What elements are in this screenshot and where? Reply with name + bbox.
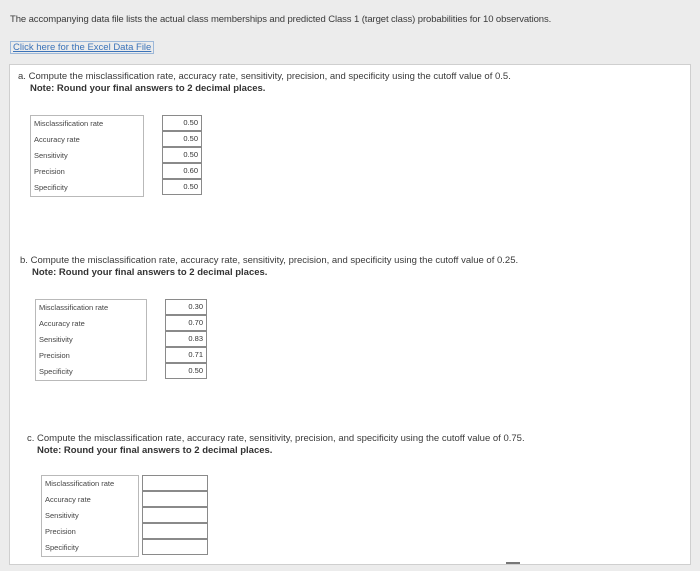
row-label: Precision	[39, 351, 70, 360]
part-c-note: Note: Round your final answers to 2 decimal places.	[37, 445, 273, 456]
row-label: Misclassification rate	[34, 119, 104, 128]
part-a-note: Note: Round your final answers to 2 decimal places.	[30, 83, 266, 94]
answer-input[interactable]: 0.83	[165, 331, 207, 347]
answer-input[interactable]: 0.50	[162, 147, 202, 163]
row-label: Sensitivity	[39, 335, 73, 344]
row-label: Precision	[34, 167, 65, 176]
answer-input[interactable]: 0.50	[165, 363, 207, 379]
part-a-label: a.	[18, 71, 26, 82]
part-b-question	[20, 255, 518, 278]
answer-input[interactable]	[142, 475, 208, 491]
intro-text: The accompanying data file lists the actual class memberships and predicted Class 1 (target class) probabilities for 10 observations.	[10, 14, 552, 25]
part-b-note: Note: Round your final answers to 2 decimal places.	[32, 267, 268, 278]
part-a-question	[18, 71, 511, 94]
row-label: Accuracy rate	[34, 135, 80, 144]
row-label: Misclassification rate	[39, 303, 109, 312]
answer-input[interactable]: 0.50	[162, 131, 202, 147]
row-label: Specificity	[39, 367, 73, 376]
answer-input[interactable]	[142, 523, 208, 539]
row-label: Specificity	[45, 543, 79, 552]
answer-input[interactable]	[142, 507, 208, 523]
row-label: Accuracy rate	[45, 495, 91, 504]
answer-input[interactable]: 0.50	[162, 179, 202, 195]
row-label: Precision	[45, 527, 76, 536]
part-a-text: Compute the misclassification rate, accuracy rate, sensitivity, precision, and specificity using the cutoff value of 0.5.	[28, 71, 511, 82]
page-edge-mark	[506, 562, 520, 564]
answer-input[interactable]: 0.60	[162, 163, 202, 179]
part-c-text: Compute the misclassification rate, accuracy rate, sensitivity, precision, and specificity using the cutoff value of 0.75.	[37, 433, 525, 444]
answer-input[interactable]: 0.50	[162, 115, 202, 131]
answer-input[interactable]	[142, 539, 208, 555]
part-b-label: b.	[20, 255, 28, 266]
answer-input[interactable]: 0.71	[165, 347, 207, 363]
row-label: Misclassification rate	[45, 479, 115, 488]
part-b-text: Compute the misclassification rate, accuracy rate, sensitivity, precision, and specificity using the cutoff value of 0.25.	[30, 255, 519, 266]
part-c-question	[27, 433, 525, 456]
row-label: Sensitivity	[45, 511, 79, 520]
row-label: Accuracy rate	[39, 319, 85, 328]
row-label: Specificity	[34, 183, 68, 192]
answer-input[interactable]: 0.30	[165, 299, 207, 315]
row-label: Sensitivity	[34, 151, 68, 160]
answer-input[interactable]	[142, 491, 208, 507]
part-c-label: c.	[27, 433, 35, 444]
answer-input[interactable]: 0.70	[165, 315, 207, 331]
question-panel	[9, 64, 691, 565]
excel-data-link[interactable]: Click here for the Excel Data File	[10, 41, 154, 54]
